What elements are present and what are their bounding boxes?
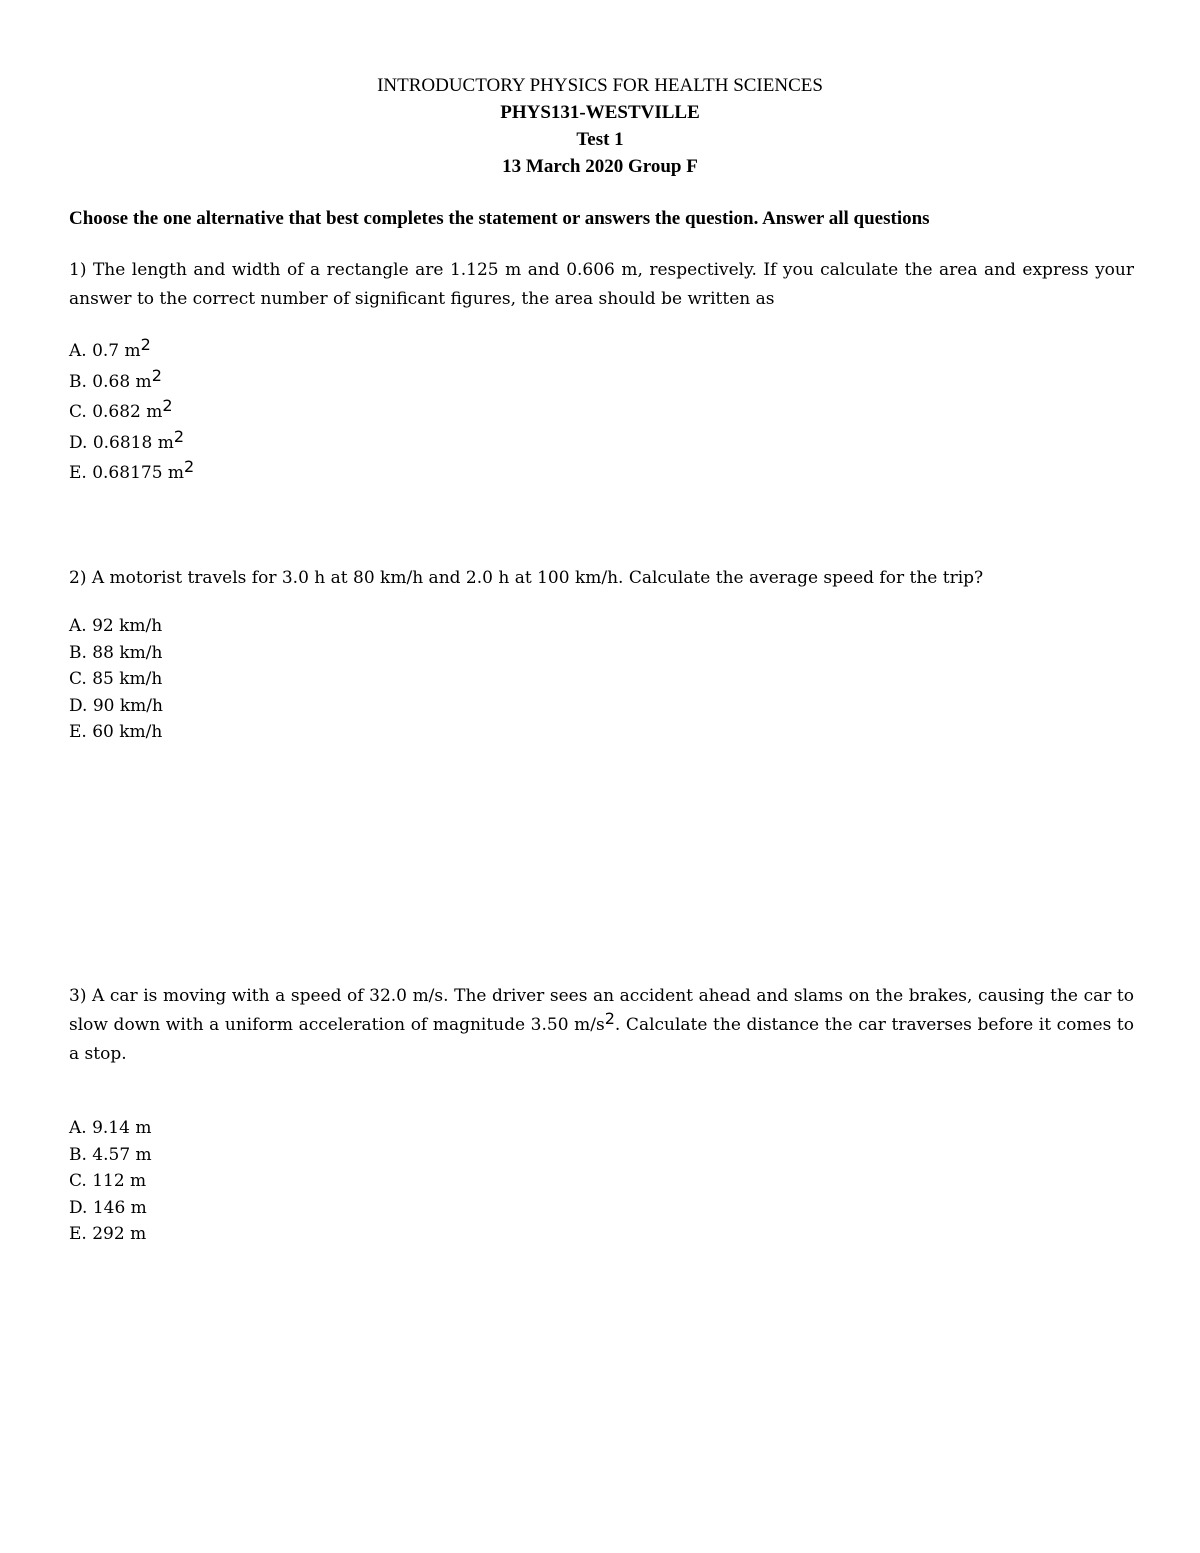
date-group: 13 March 2020 Group F xyxy=(502,156,698,177)
question-3-options xyxy=(69,1115,152,1248)
option-label: D. 0.6818 m xyxy=(69,432,174,453)
question-3-option-e: E. 292 m xyxy=(69,1224,147,1244)
question-1-option-c xyxy=(69,397,194,428)
question-2-option-b: B. 88 km/h xyxy=(69,642,163,663)
question-3-option-a: A. 9.14 m xyxy=(69,1118,152,1138)
question-1-option-e xyxy=(69,458,194,489)
question-2-option-d: D. 90 km/h xyxy=(69,695,163,716)
question-3-text-main: 3) A car is moving with a speed of 32.0 m/s. The driver sees an accident ahead and slams on the brakes, causing the car to slow down with a uniform acceleration of magnitude 3.50 m/s xyxy=(69,986,1134,1035)
question-3-text xyxy=(69,982,1134,1069)
question-3-option-c: C. 112 m xyxy=(69,1171,147,1191)
question-1-option-b xyxy=(69,367,194,398)
superscript: 2 xyxy=(151,365,162,385)
question-3-text-end: . Calculate the distance the car traverses before it comes to a stop. xyxy=(69,1015,1135,1064)
superscript: 2 xyxy=(162,396,173,415)
course-code: PHYS131-WESTVILLE xyxy=(500,102,700,123)
question-3-option-d: D. 146 m xyxy=(69,1197,147,1218)
question-2-option-e: E. 60 km/h xyxy=(69,722,163,742)
superscript: 2 xyxy=(173,426,185,446)
course-title: INTRODUCTORY PHYSICS FOR HEALTH SCIENCES xyxy=(377,75,823,96)
superscript: 2 xyxy=(184,457,195,476)
question-2-option-c: C. 85 km/h xyxy=(69,669,163,689)
question-1-option-d xyxy=(69,428,194,459)
question-1-text: 1) The length and width of a rectangle are 1.125 m and 0.606 m, respectively. If you calculate the area and express your answer to the correct number of significant figures, the area should be written as xyxy=(69,260,1134,309)
instructions: Choose the one alternative that best completes the statement or answers the question. Answer all questions xyxy=(69,208,930,229)
question-2-option-a: A. 92 km/h xyxy=(69,616,163,636)
question-1-option-a xyxy=(69,336,194,367)
option-label: B. 0.68 m xyxy=(69,371,152,392)
superscript: 2 xyxy=(140,335,151,354)
superscript: 2 xyxy=(604,1009,615,1028)
option-label: C. 0.682 m xyxy=(69,402,163,422)
question-3-option-b: B. 4.57 m xyxy=(69,1144,152,1165)
option-label: A. 0.7 m xyxy=(69,341,141,361)
question-2-options xyxy=(69,613,163,746)
question-1-options xyxy=(69,336,194,489)
option-label: E. 0.68175 m xyxy=(69,463,185,483)
test-name: Test 1 xyxy=(576,129,624,150)
question-2-text: 2) A motorist travels for 3.0 h at 80 km/h and 2.0 h at 100 km/h. Calculate the average speed for the trip? xyxy=(69,568,984,588)
exam-header xyxy=(0,72,1200,180)
